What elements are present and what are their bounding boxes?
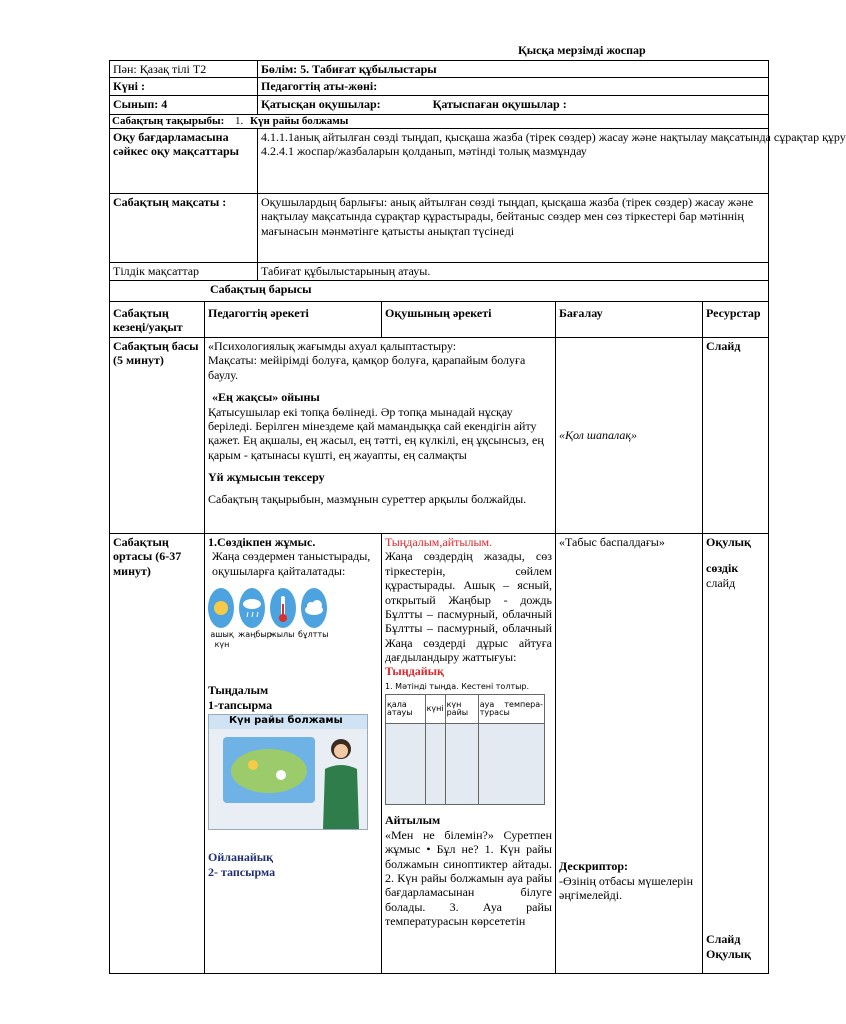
page-heading: Қысқа мерзімді жоспар	[518, 43, 646, 57]
middle-assessment-method: «Табыс баспалдағы»	[559, 534, 665, 549]
game-text: Қатысушылар екі топқа бөлінеді. Әр топқа мынадай нұсқау беріледі. Берілген мінездеме қай мамандыққа сай екендігін айту қажет. Ең ақшалы, ең жасыл, ең тәтті, ең күлкілі, ең ұқсынсыз, ең қарым - қатынасы күшті, ең жауапты, ең салмақты	[208, 404, 544, 462]
language-goal-label: Тілдік мақсаттар	[110, 262, 258, 280]
listening-col-day: күні	[425, 695, 445, 724]
start-psych-goal: Мақсаты: мейірімді болуға, қамқор болуға, қарапайым болуға баулу.	[208, 353, 526, 382]
forecast-banner: Күн райы болжамы	[209, 715, 367, 729]
listening-title: Тыңдалым	[208, 683, 269, 698]
task-1-label: 1-тапсырма	[208, 697, 273, 712]
col-student-header: Оқушының әрекеті	[382, 301, 556, 337]
listening-table-title: 1. Мәтінді тыңда. Кестені толтыр.	[385, 681, 530, 691]
thermometer-icon	[270, 588, 296, 628]
attendance-cell	[258, 95, 769, 114]
homework-text: Сабақтың тақырыбын, мазмұнын суреттер арқылы болжайды.	[208, 492, 527, 507]
lesson-plan-table	[109, 60, 846, 974]
descriptor-title: Дескриптор:	[559, 859, 629, 874]
section-cell: Бөлім: 5. Табиғат құбылыстары	[258, 61, 769, 78]
lesson-progress-header: Сабақтың барысы	[110, 280, 769, 301]
col-teacher-header: Педагогтің әрекеті	[205, 301, 382, 337]
icon-label-rain: жаңбыр	[238, 630, 272, 640]
col-assessment-header: Бағалау	[556, 301, 703, 337]
grade-cell: Сынып: 4	[110, 95, 258, 114]
col-resources-header: Ресурстар	[703, 301, 769, 337]
cloud-icon	[301, 588, 327, 628]
sun-icon	[208, 588, 234, 628]
start-teacher-activity	[205, 337, 556, 533]
weather-icons	[208, 588, 378, 628]
curriculum-label: Оқу бағдарламасына сәйкес оқу мақсаттары	[110, 128, 258, 193]
forecast-illustration	[208, 714, 368, 830]
absent-label: Қатыспаған оқушылар :	[432, 96, 567, 111]
topic-number: 1.	[235, 114, 244, 127]
topic-row	[110, 114, 769, 128]
weather-map-icon	[223, 737, 315, 803]
day-cell: Күні :	[110, 78, 258, 95]
start-psych-title: «Психологиялық жағымды ахуал қалыптастыру:	[208, 338, 457, 353]
listening-table-image	[385, 682, 545, 806]
lesson-goal-text: Оқушылардың барлығы: анық айтылған сөзді тыңдап, қысқаша жазба (тірек сөздер) жасау және нақтылау мақсатында сұрақтар құрастырады, бейтаныс сөздер мен сөз тіркестері бар мәтіннің мағынасын мәнмәтінге қатысты анықтап түсінеді	[258, 193, 769, 262]
resource-textbook-2: Оқулық	[706, 946, 751, 961]
col-stage-header: Сабақтың кезеңі/уақыт	[110, 301, 205, 337]
descriptor-text: -Өзінің отбасы мүшелерін әңгімелейді.	[559, 873, 694, 903]
speaking-title: Айтылым	[385, 813, 441, 828]
homework-title: Үй жұмысын тексеру	[208, 470, 325, 485]
student-vocab-text: Жаңа сөздердің жазады, сөз тіркестерін, сөйлем құрастырады. Ашық – ясный, открытый Жаңбыр - дождь Бұлтты – пасмурный, облачный Бұлтты – пасмурный, облачный Жаңа сөздерді дұрыс айтуға дағдыландыру жаттығуы:	[385, 549, 552, 665]
listen-subtitle: Тыңдайық	[385, 664, 444, 679]
curriculum-objective-2: 4.2.4.1 жоспар/жазбаларын қолданып, мәтінді толық мазмұндау	[261, 144, 587, 159]
vocab-text: Жаңа сөздермен таныстырады, оқушыларға қайталатады:	[212, 549, 371, 578]
start-assessment	[556, 337, 703, 533]
icon-label-sunny: ашық күн	[210, 630, 234, 649]
resource-textbook: Оқулық	[706, 534, 751, 549]
language-goal-value: Табиғат құбылыстарының атауы.	[258, 262, 769, 280]
topic-value: Күн райы болжамы	[250, 114, 349, 127]
icon-label-warm: жылы	[269, 630, 295, 640]
curriculum-objective-1: 4.1.1.1анық айтылған сөзді тыңдап, қысқаша жазба (тірек сөздер) жасау және нақтылау мақсатында сұрақтар құру	[261, 129, 846, 144]
vocab-title: 1.Сөздікпен жұмыс.	[208, 534, 316, 549]
resource-slide-2: Слайд	[706, 932, 741, 947]
resource-dictionary: сөздік	[706, 561, 739, 576]
teacher-name-cell: Педагогтің аты-жөні:	[258, 78, 769, 95]
lesson-goal-label: Сабақтың мақсаты :	[110, 193, 258, 262]
start-assessment-text: «Қол шапалақ»	[559, 428, 637, 443]
middle-teacher-activity	[205, 533, 382, 973]
icon-label-cloudy: бұлтты	[298, 630, 329, 640]
topic-label: Сабақтың тақырыбы:	[112, 114, 225, 127]
curriculum-objectives	[258, 128, 846, 193]
speaking-text: «Мен не білемін?» Суретпен жұмыс • Бұл не? 1. Күн райы болжамын синоптиктер айтады. 2. Күн райы болжамын ауа райы бағдарламасынан білуге болады. 3. Ауа райы температурасын көрсететін	[385, 827, 552, 929]
middle-resources	[703, 533, 769, 973]
start-stage: Сабақтың басы (5 минут)	[110, 337, 205, 533]
think-title: Ойланайық	[208, 850, 274, 865]
resource-slide: слайд	[706, 575, 736, 590]
start-resources: Слайд	[703, 337, 769, 533]
weather-icon-labels	[208, 630, 378, 649]
middle-student-activity	[382, 533, 556, 973]
presenter-icon	[317, 733, 363, 829]
middle-assessment	[556, 533, 703, 973]
subject-cell: Пән: Қазақ тілі Т2	[110, 61, 258, 78]
middle-stage: Сабақтың ортасы (6-37 минут)	[110, 533, 205, 973]
game-title: «Ең жақсы» ойыны	[212, 390, 320, 405]
rain-icon	[239, 588, 265, 628]
listening-col-temperature: ауа темпера- турасы	[478, 695, 544, 724]
listening-table	[385, 694, 545, 805]
listening-col-city: қала атауы	[386, 695, 426, 724]
listening-col-weather: күн райы	[445, 695, 478, 724]
task-2-label: 2- тапсырма	[208, 864, 276, 879]
present-label: Қатысқан оқушылар:	[261, 96, 381, 111]
student-listening-heading: Тыңдалым,айтылым.	[385, 534, 493, 549]
